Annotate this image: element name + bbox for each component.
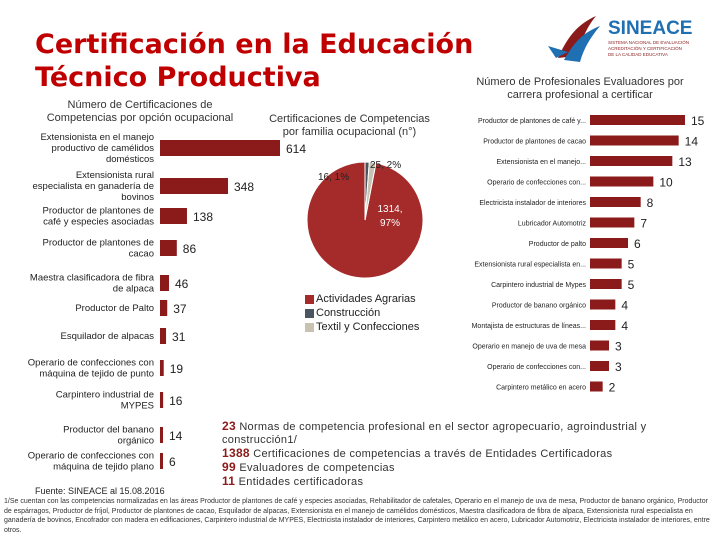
bar <box>160 178 228 194</box>
legend-item-construccion: Construcción <box>305 306 419 320</box>
bar-value-label: 86 <box>182 242 197 256</box>
category-label: especialista en ganadería de <box>32 181 154 192</box>
bar-value-label: 14 <box>169 429 183 443</box>
title-line-1: Certificación en la Educación <box>35 29 474 60</box>
category-label: Productor de plantones de <box>42 237 154 249</box>
category-label: Extensionista en el manejo... <box>496 159 586 166</box>
bar <box>160 140 280 156</box>
category-label: Operario de confecciones con <box>27 450 154 462</box>
category-label: Operario de confecciones con... <box>487 179 586 187</box>
category-label: Carpintero industrial de <box>55 389 154 401</box>
bar <box>160 300 167 316</box>
summary-item: 1388 Certificaciones de competencias a través de Entidades Certificadoras <box>222 446 613 460</box>
bar <box>160 275 169 291</box>
bar-value-label: 16 <box>169 394 183 408</box>
bar <box>590 300 615 310</box>
summary-item: 23 Normas de competencia profesional en el sector agropecuario, agroindustrial y construcción1/ <box>222 419 647 446</box>
bar <box>160 453 163 469</box>
bar <box>590 382 603 392</box>
logo-subtitle-2: ACREDITACIÓN Y CERTIFICACIÓN <box>608 46 682 51</box>
summary-item: 11 Entidades certificadoras <box>222 474 364 488</box>
category-label: Electricista instalador de interiores <box>479 200 586 207</box>
bar <box>160 360 164 376</box>
bar-value-label: 3 <box>615 360 622 374</box>
slice-label-construccion: 16, 1% <box>318 172 350 183</box>
bar-value-label: 6 <box>169 455 176 469</box>
slice-label-agrarias: 1314, <box>377 204 403 215</box>
category-label: de alpaca <box>112 283 154 295</box>
bar-value-label: 15 <box>691 114 705 128</box>
category-label: bovinos <box>121 192 154 203</box>
category-label: Maestra clasificadora de fibra <box>29 272 154 284</box>
bar <box>160 392 163 408</box>
bar-value-label: 5 <box>627 278 635 292</box>
category-label: Montajista de estructuras de líneas... <box>471 323 586 330</box>
bar-value-label: 19 <box>169 362 184 376</box>
bar <box>590 341 609 351</box>
category-label: MYPES <box>120 400 154 412</box>
bar <box>590 320 615 330</box>
category-label: domésticos <box>105 154 154 165</box>
bar-value-label: 46 <box>174 277 189 291</box>
category-label: Productor de Palto <box>75 303 154 314</box>
category-label: Operario de confecciones con... <box>487 364 586 371</box>
bar <box>590 279 622 289</box>
bar <box>590 156 672 166</box>
legend-item-agrarias: Actividades Agrarias <box>305 292 419 306</box>
bar-value-label: 348 <box>234 180 255 194</box>
page-title <box>35 28 473 94</box>
bar-value-label: 6 <box>634 237 641 251</box>
bar <box>160 427 163 443</box>
title-line-2: Técnico Productiva <box>35 62 321 93</box>
pie-chart <box>290 150 440 290</box>
category-label: Carpintero industrial de Mypes <box>491 282 586 289</box>
bar <box>160 240 177 256</box>
bar <box>590 115 685 125</box>
bar-value-label: 7 <box>640 216 648 231</box>
category-label: Productor de plantones de cacao <box>483 138 586 146</box>
logo-subtitle-3: DE LA CALIDAD EDUCATIVA <box>608 52 668 57</box>
category-label: Productor de plantones de café y... <box>477 118 586 125</box>
bar-value-label: 8 <box>646 196 654 210</box>
category-label: máquina de tejido plano <box>53 461 154 473</box>
right-bar-chart <box>440 110 720 410</box>
bar <box>590 136 679 146</box>
bar-value-label: 5 <box>627 257 635 272</box>
category-label: Productor de banano orgánico <box>491 302 586 310</box>
left-chart-title: Número de Certificaciones de Competencias por opción ocupacional <box>46 99 234 124</box>
summary-item: 99 Evaluadores de competencias <box>222 460 395 474</box>
bar-value-label: 4 <box>621 298 629 313</box>
category-label: Lubricador Automotriz <box>517 220 586 228</box>
category-label: café y especies asociadas <box>43 216 154 228</box>
category-label: máquina de tejido de punto <box>39 368 154 380</box>
bar <box>160 208 187 224</box>
bar-value-label: 14 <box>684 134 699 149</box>
source-note: Fuente: SINEACE al 15.08.2016 <box>35 486 165 496</box>
pie-legend <box>305 292 419 334</box>
bar <box>590 197 641 207</box>
summary-block <box>222 420 662 489</box>
bar-value-label: 4 <box>621 319 629 333</box>
footnote: 1/Se cuentan con las competencias normalizadas en las áreas Productor de plantones de café y especies asociadas, Rehabilitador de cafetales, Operario en el manejo de uva de mesa, Productor de banano orgánico, Productor de espárragos, Productor de fríjol, Productor de plantones de cacao, Esquilador de alpacas, Extensionista en el manejo de camélidos domésticos, Maestra clasificadora de fibra de alpaca, Extensionista rural especialista en ganadería de bovinos, Encofrador con madera en edificaciones, Carpintero industrial de MYPES, Electricista instalador de interiores, Carpintero metálico en acero, Lubricador Automotriz, Electricista instalador de interiores, entre otros. <box>4 498 710 534</box>
category-label: Esquilador de alpacas <box>60 331 154 342</box>
bar-value-label: 2 <box>608 380 616 395</box>
bar-value-label: 138 <box>192 210 214 224</box>
slice-label-textil: 25, 2% <box>370 160 402 171</box>
legend-item-textil: Textil y Confecciones <box>305 320 419 334</box>
sineace-logo <box>538 6 698 68</box>
bar <box>590 259 622 269</box>
category-label: Extensionista en el manejo <box>40 132 154 143</box>
category-label: Operario en manejo de uva de mesa <box>472 343 586 351</box>
logo-name: SINEACE <box>608 18 693 39</box>
hummingbird-logo-icon <box>538 6 698 68</box>
pie-chart-title: Certificaciones de Competencias por familia ocupacional (n°) <box>269 113 430 138</box>
bar-value-label: 10 <box>659 175 673 190</box>
category-label: Carpintero metálico en acero <box>496 384 586 392</box>
category-label: Productor del banano <box>63 424 154 436</box>
logo-subtitle-1: SISTEMA NACIONAL DE EVALUACIÓN <box>608 40 690 45</box>
right-chart-title: Número de Profesionales Evaluadores por carrera profesional a certificar <box>476 76 684 101</box>
bar <box>590 361 609 371</box>
category-label: cacao <box>128 248 154 260</box>
category-label: Extensionista rural especialista en... <box>474 261 586 269</box>
category-label: Productor de plantones de <box>42 205 154 217</box>
category-label: Productor de palto <box>528 241 586 248</box>
bar-value-label: 37 <box>173 302 187 316</box>
bar-value-label: 31 <box>172 330 186 344</box>
bar <box>590 177 653 187</box>
bar-value-label: 614 <box>286 142 307 156</box>
slice-label-agrarias-pct: 97% <box>379 218 401 229</box>
category-label: Operario de confecciones con <box>27 357 154 369</box>
bar <box>590 218 634 228</box>
bar-value-label: 13 <box>678 155 692 169</box>
bar <box>160 328 166 344</box>
bar <box>590 238 628 248</box>
category-label: productivo de camélidos <box>51 143 154 154</box>
bar-value-label: 3 <box>615 339 622 354</box>
category-label: Extensionista rural <box>75 170 154 181</box>
category-label: orgánico <box>117 435 154 447</box>
